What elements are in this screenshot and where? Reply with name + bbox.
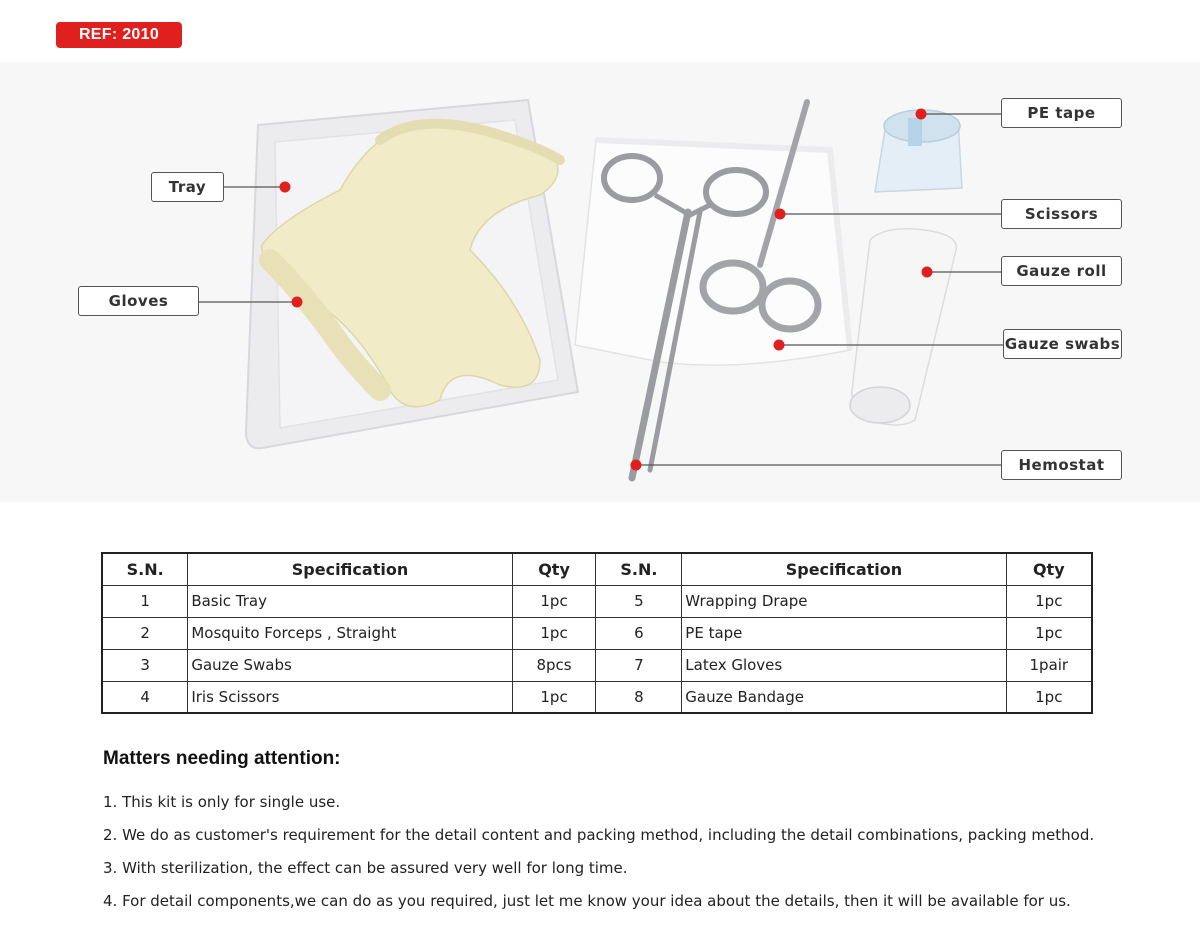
notes-title: Matters needing attention: [103,748,341,769]
callout-hemostat: Hemostat [1001,450,1122,480]
hemostat-pointer-dot [631,460,642,471]
col-header-sn: S.N. [102,553,188,585]
cell-specification: PE tape [682,617,1006,649]
pe-tape-illustration [875,110,962,192]
gloves-pointer-dot [292,297,303,308]
gauze-roll-illustration [850,229,956,425]
cell-qty: 1pair [1006,649,1092,681]
cell-qty: 1pc [512,681,596,713]
callout-scissors: Scissors [1001,199,1122,229]
note-item: 2. We do as customer's requirement for the detail content and packing method, including the detail combinations, packing method. [103,826,1095,844]
callout-pe-tape: PE tape [1001,98,1122,128]
components-table [101,552,1093,714]
tray-pointer-dot [280,182,291,193]
gauze-roll-pointer-dot [922,267,933,278]
cell-specification: Latex Gloves [682,649,1006,681]
cell-qty: 1pc [512,585,596,617]
col-header-qty: Qty [512,553,596,585]
col-header-sn: S.N. [596,553,682,585]
gauze-swabs-pointer-dot [774,340,785,351]
table-row [102,617,1092,649]
cell-qty: 1pc [1006,681,1092,713]
note-item: 4. For detail components,we can do as you required, just let me know your idea about the details, then it will be available for us. [103,892,1071,910]
ref-badge: REF: 2010 [56,22,182,48]
pe-tape-pointer-dot [916,109,927,120]
cell-sn: 6 [596,617,682,649]
cell-specification: Basic Tray [188,585,512,617]
table-row [102,681,1092,713]
gauze-swabs-illustration [575,140,850,365]
note-item: 1. This kit is only for single use. [103,793,341,811]
cell-qty: 1pc [512,617,596,649]
cell-specification: Mosquito Forceps , Straight [188,617,512,649]
cell-qty: 1pc [1006,617,1092,649]
table-header-row [102,553,1092,585]
scissors-pointer-dot [775,209,786,220]
col-header-specification: Specification [682,553,1006,585]
col-header-qty: Qty [1006,553,1092,585]
cell-sn: 4 [102,681,188,713]
col-header-specification: Specification [188,553,512,585]
table-row [102,585,1092,617]
callout-gauze-roll: Gauze roll [1001,256,1122,286]
cell-specification: Gauze Bandage [682,681,1006,713]
cell-specification: Gauze Swabs [188,649,512,681]
cell-qty: 1pc [1006,585,1092,617]
cell-sn: 8 [596,681,682,713]
callout-gloves: Gloves [78,286,199,316]
note-item: 3. With sterilization, the effect can be assured very well for long time. [103,859,628,877]
cell-sn: 7 [596,649,682,681]
table-row [102,649,1092,681]
cell-specification: Iris Scissors [188,681,512,713]
cell-qty: 8pcs [512,649,596,681]
callout-gauze-swabs: Gauze swabs [1003,329,1122,359]
callout-tray: Tray [151,172,224,202]
cell-sn: 2 [102,617,188,649]
cell-sn: 1 [102,585,188,617]
cell-sn: 5 [596,585,682,617]
cell-specification: Wrapping Drape [682,585,1006,617]
cell-sn: 3 [102,649,188,681]
